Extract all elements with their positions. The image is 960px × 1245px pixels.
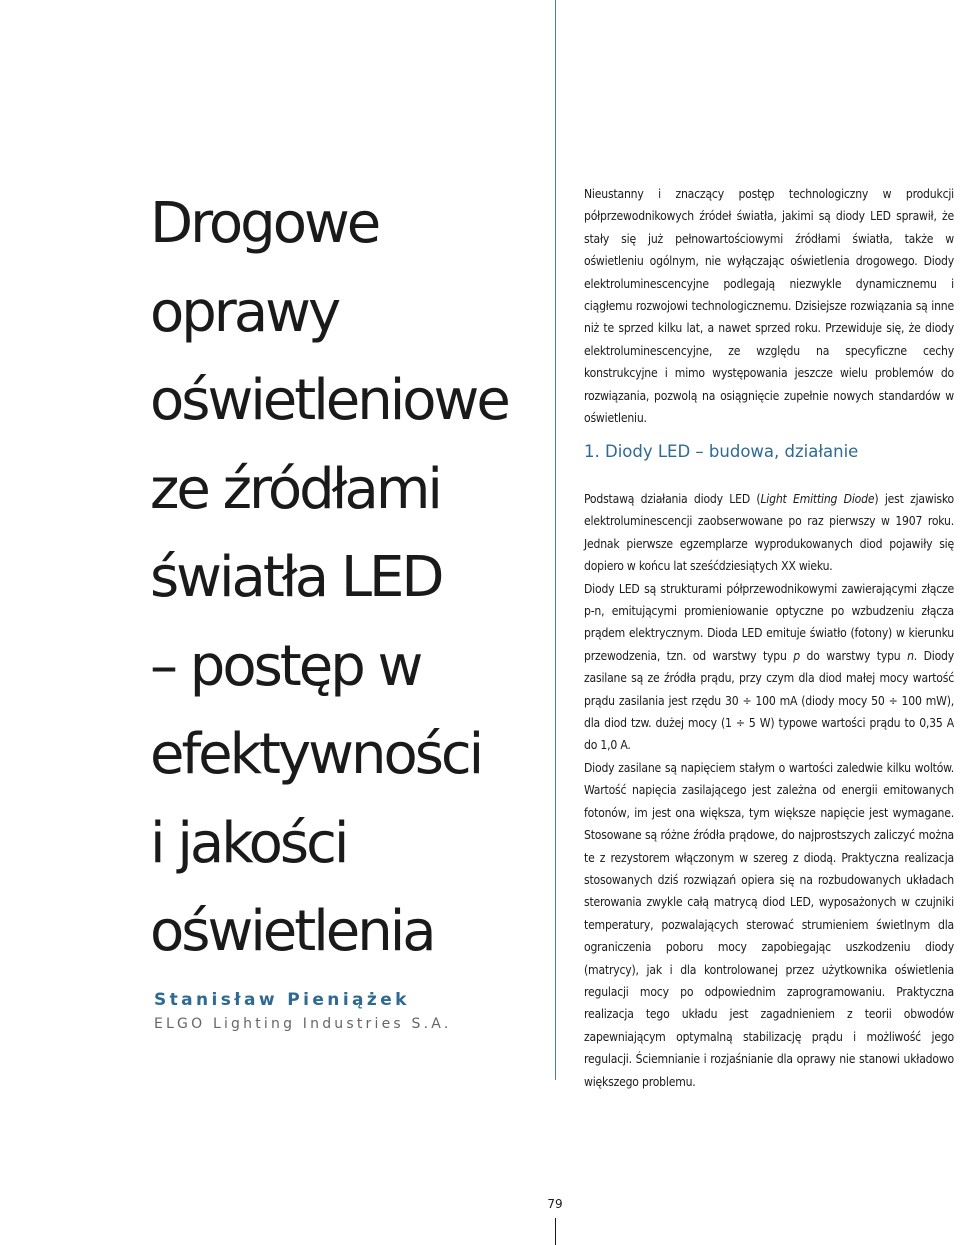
- article-title: [150, 180, 550, 977]
- title-line: oświetleniowe: [150, 368, 508, 433]
- body-paragraph: Diody zasilane są napięciem stałym o wartości zaledwie kilku woltów. Wartość napięcia zasilającego jest zależna od energii emitowanych fotonów, im jest ona większa, tym większe napięcie jest wymagane. Stosowane są różne źródła prądowe, do najprostszych zaliczyć można te z rezystorem włączonym w szereg z diodą. Praktyczna realizacja stosowanych dziś rozwiązań opiera się na rozbudowanych układach sterowania zwykle całą matrycą diod LED, wyposażonych w czujniki temperatury, pozwalających sterować strumieniem świetlnym dla ograniczenia poboru mocy zapobiegając uszkodzeniu diody (matrycy), jak i dla kontrolowanej przez użytkownika oświetlenia regulacji mocy po odpowiednim zaprogramowaniu. Praktyczna realizacja tego układu jest zagadnieniem z teorii obwodów zapewniającym optymalną stabilizację prądu i możliwość jego regulacji. Ściemnianie i rozjaśnianie dla oprawy nie stanowi układowo większego problemu.: [584, 760, 954, 1089]
- text-run: . Diody zasilane są ze źródła prądu, przy czym dla diod małej mocy wartość prądu zasilania jest rzędu 30 ÷ 100 mA (diody mocy 50 ÷ 100 mW), dla diod tzw. dużej mocy (1 ÷ 5 W) typowe wartości prądu to 0,35 A do 1,0 A.: [584, 648, 954, 753]
- body-text: [584, 488, 954, 1093]
- text-run-italic: p: [793, 648, 800, 663]
- intro-text: Nieustanny i znaczący postęp technologiczny w produkcji półprzewodnikowych źródeł światła, jakimi są diody LED sprawił, że stały się już pełnowartościowymi źródłami światła, także w oświetleniu ogólnym, nie wyłączając oświetlenia drogowego. Diody elektroluminescencyjne podlegają niezwykle dynamicznemu i ciągłemu rozwojowi technologicznemu. Dzisiejsze rozwiązania są inne niż te sprzed kilku lat, a nawet sprzed roku. Przewiduje się, że diody elektroluminescencyjne, ze względu na specyficzne cechy konstrukcyjne i mimo występowania jeszcze wielu problemów do rozwiązania, pozwolą na osiągnięcie zupełnie nowych standardów w oświetleniu.: [584, 187, 954, 426]
- text-run-italic: n: [907, 648, 914, 663]
- text-run: Diody LED są strukturami półprzewodnikowymi zawierającymi złącze p-n, emitującymi promieniowanie optyczne po wzbudzeniu złącza prądem elektrycznym. Dioda LED emituje światło (fotony) w kierunku przewodzenia, tzn. od warstwy typu: [584, 581, 954, 663]
- author-name: Stanisław Pieniążek: [154, 990, 410, 1010]
- text-run: ) jest zjawisko elektroluminescencji zaobserwowane po raz pierwszy w 1907 roku. Jednak pierwsze egzemplarze wyprodukowanych diod pojawiły się dopiero w końcu lat sześćdziesiątych XX wieku.: [584, 492, 954, 574]
- title-line: światła LED: [150, 545, 442, 610]
- title-line: oprawy: [150, 279, 339, 345]
- text-run-italic: Light Emitting Diode: [760, 492, 875, 506]
- body-paragraph: [584, 488, 954, 578]
- title-line: efektywności: [150, 722, 482, 787]
- text-run: Podstawą działania diody LED (: [584, 492, 761, 506]
- text-run: do warstwy typu: [799, 648, 908, 663]
- section-heading: 1. Diody LED – budowa, działanie: [584, 442, 859, 461]
- author-company: ELGO Lighting Industries S.A.: [154, 1016, 452, 1032]
- title-line: i jakości: [150, 810, 347, 876]
- title-line: oświetlenia: [150, 899, 434, 964]
- title-line: – postęp w: [150, 633, 421, 699]
- page-number: 79: [547, 1197, 563, 1211]
- footer-rule: [555, 1218, 556, 1245]
- column-divider: [555, 0, 556, 1080]
- body-paragraph: [584, 578, 954, 757]
- title-line: ze źródłami: [150, 456, 440, 522]
- intro-paragraph: [584, 183, 954, 429]
- title-line: Drogowe: [150, 191, 379, 256]
